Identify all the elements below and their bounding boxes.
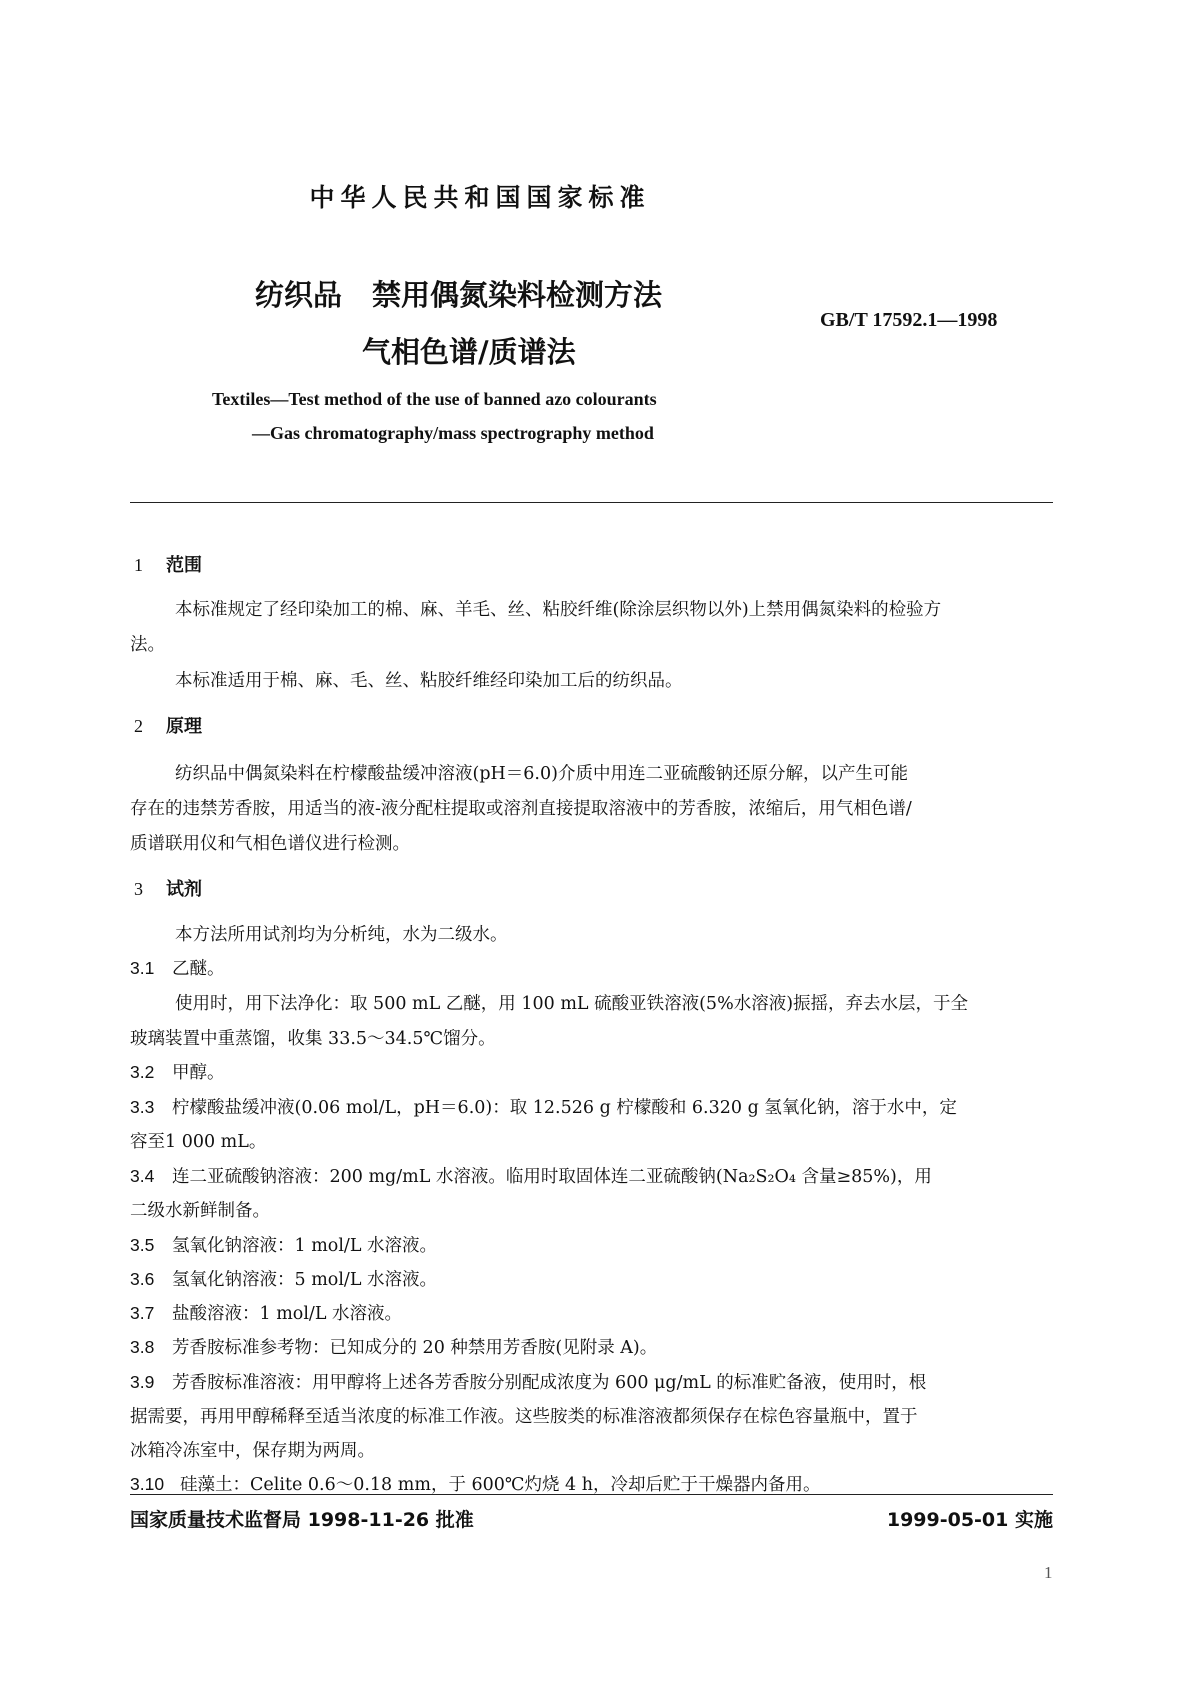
implementation-date: 1999-05-01 实施: [886, 1509, 1053, 1531]
item-text: 乙醚。: [172, 959, 225, 979]
section-1-paragraph-2: 本标准适用于棉、麻、毛、丝、粘胶纤维经印染加工后的纺织品。: [175, 671, 683, 691]
title-cn-line1: [255, 273, 662, 314]
title-en-line1: Textiles—Test method of the use of banned azo colourants: [212, 389, 657, 409]
section-number: 1: [134, 555, 143, 575]
standard-org-header: 中华人民共和国国家标准: [309, 183, 651, 212]
item-text: 盐酸溶液：1 mol/L 水溶液。: [172, 1304, 403, 1324]
page-number: 1: [1044, 1563, 1053, 1582]
item-number: 3.1: [130, 958, 155, 978]
item-text: 氢氧化钠溶液：5 mol/L 水溶液。: [172, 1270, 438, 1290]
reagent-item-continuation: 容至1 000 mL。: [130, 1132, 267, 1152]
section-title: 原理: [166, 716, 202, 737]
reagent-item-continuation: 冰箱冷冻室中，保存期为两周。: [130, 1441, 375, 1461]
approval-line: 国家质量技术监督局 1998-11-26 批准: [130, 1509, 474, 1531]
header-divider: [130, 502, 1053, 503]
title-cn-part2: 禁用偶氮染料检测方法: [372, 278, 663, 312]
item-number: 3.8: [130, 1337, 155, 1357]
item-number: 3.10: [130, 1474, 165, 1494]
title-cn-part1: 纺织品: [255, 278, 343, 312]
item-number: 3.9: [130, 1372, 155, 1392]
item-text: 硅藻土：Celite 0.6～0.18 mm，于 600℃灼烧 4 h，冷却后贮于干燥器内备用。: [180, 1475, 821, 1495]
section-2-line-2: 存在的违禁芳香胺，用适当的液-液分配柱提取或溶剂直接提取溶液中的芳香胺，浓缩后，用气相色谱/: [130, 799, 912, 819]
reagent-item: [130, 1334, 657, 1359]
section-2-line-3: 质谱联用仪和气相色谱仪进行检测。: [130, 834, 410, 854]
reagent-item: [130, 1300, 402, 1325]
item-text: 连二亚硫酸钠溶液：200 mg/mL 水溶液。临用时取固体连二亚硫酸钠(Na₂S₂O₄ 含量≥85%)，用: [172, 1167, 932, 1187]
item-text: 芳香胺标准溶液：用甲醇将上述各芳香胺分别配成浓度为 600 μg/mL 的标准贮备液，使用时，根: [172, 1373, 927, 1393]
item-number: 3.7: [130, 1303, 155, 1323]
reagent-item: [130, 1266, 437, 1291]
item-text: 芳香胺标准参考物：已知成分的 20 种禁用芳香胺(见附录 A)。: [172, 1338, 658, 1358]
standard-number: GB/T 17592.1—1998: [820, 309, 998, 331]
reagent-item-continuation: 据需要，再用甲醇稀释至适当浓度的标准工作液。这些胺类的标准溶液都须保存在棕色容量瓶中，置于: [130, 1407, 918, 1427]
section-title: 范围: [166, 555, 202, 576]
item-number: 3.3: [130, 1097, 155, 1117]
section-title: 试剂: [166, 879, 202, 900]
reagent-item-continuation: 二级水新鲜制备。: [130, 1201, 270, 1221]
item-text: 柠檬酸盐缓冲液(0.06 mol/L，pH＝6.0)：取 12.526 g 柠檬酸和 6.320 g 氢氧化钠，溶于水中，定: [172, 1098, 957, 1118]
section-1-heading: [134, 551, 202, 577]
title-cn-line2: 气相色谱/质谱法: [362, 335, 576, 369]
item-text: 甲醇。: [172, 1063, 225, 1083]
reagent-item: [130, 1232, 437, 1257]
item-text: 氢氧化钠溶液：1 mol/L 水溶液。: [172, 1236, 438, 1256]
item-number: 3.6: [130, 1269, 155, 1289]
reagent-item: [130, 1059, 225, 1084]
title-en-line2: —Gas chromatography/mass spectrography method: [252, 423, 654, 443]
item-number: 3.5: [130, 1235, 155, 1255]
section-1-paragraph-1-line-2: 法。: [130, 635, 165, 655]
reagent-item: [130, 1369, 926, 1394]
section-number: 3: [134, 879, 143, 899]
reagent-item-continuation: 玻璃装置中重蒸馏，收集 33.5～34.5℃馏分。: [130, 1029, 496, 1049]
section-2-line-1: 纺织品中偶氮染料在柠檬酸盐缓冲溶液(pH＝6.0)介质中用连二亚硫酸钠还原分解，以产生可能: [175, 764, 908, 784]
footer-divider: [130, 1494, 1053, 1495]
reagent-item-continuation: 使用时，用下法净化：取 500 mL 乙醚，用 100 mL 硫酸亚铁溶液(5%水溶液)振摇，弃去水层，于全: [175, 994, 969, 1014]
item-number: 3.4: [130, 1166, 155, 1186]
section-number: 2: [134, 716, 143, 736]
section-2-heading: [134, 712, 202, 738]
section-3-intro: 本方法所用试剂均为分析纯，水为二级水。: [175, 925, 508, 945]
reagent-item: [130, 955, 225, 980]
item-number: 3.2: [130, 1062, 155, 1082]
reagent-item: [130, 1094, 957, 1119]
section-3-heading: [134, 875, 202, 901]
reagent-item: [130, 1163, 932, 1188]
reagent-item: [130, 1471, 821, 1496]
section-1-paragraph-1-line-1: 本标准规定了经印染加工的棉、麻、羊毛、丝、粘胶纤维(除涂层织物以外)上禁用偶氮染料的检验方: [175, 600, 942, 620]
